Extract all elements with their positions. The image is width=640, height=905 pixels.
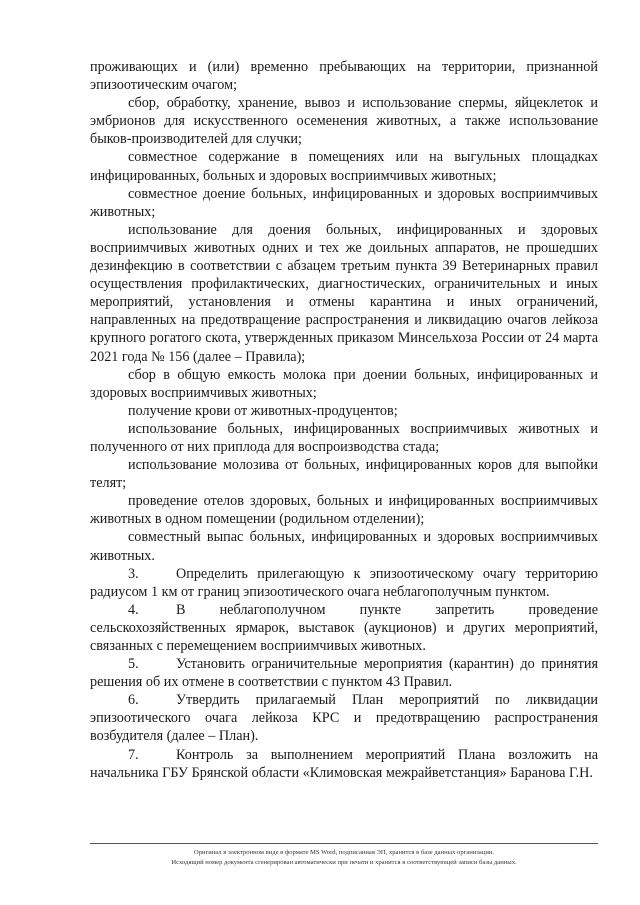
numbered-item-7 [90, 746, 598, 782]
paragraph-2: сбор, обработку, хранение, вывоз и использование спермы, яйцеклеток и эмбрионов для искусственного осеменения животных, а также использование быков-производителей для случки; [90, 95, 598, 148]
footer-line-1: Оригинал в электронном виде в формате MS Word, подписанная ЭП, хранится в базе данных организации. [193, 849, 495, 856]
paragraph-1: проживающих и (или) временно пребывающих на территории, признанной эпизоотическим очагом; [90, 59, 598, 94]
item-text: В неблагополучном пункте запретить проведение сельскохозяйственных ярмарок, выставок (аукционов) и других мероприятий, связанных с перемещением восприимчивых животных. [90, 601, 598, 654]
item-number: 5. [128, 656, 139, 673]
paragraph-5: использование для доения больных, инфицированных и здоровых восприимчивых животных одних и тех же доильных аппаратов, не прошедших дезинфекцию в соответствии с абзацем третьим пункта 39 Ветеринарных правил осуществления профилактических, диагностических, ограничительных и иных мероприятий, установления и отмены карантина и иных ограничений, направленных на предотвращение распространения и ликвидацию очагов лейкоза крупного рогатого скота, утвержденных приказом Минсельхоза России от 24 марта 2021 года № 156 (далее – Правила); [90, 221, 598, 365]
numbered-item-4 [90, 601, 598, 655]
paragraph-7: получение крови от животных-продуцентов; [128, 402, 398, 419]
numbered-item-3 [90, 565, 598, 601]
item-text: Установить ограничительные мероприятия (карантин) до принятия решения об их отмене в соответствии с пунктом 43 Правил. [90, 656, 598, 691]
document-body [90, 58, 598, 782]
paragraph-10: проведение отелов здоровых, больных и инфицированных восприимчивых животных в одном помещении (родильном отделении); [90, 493, 598, 528]
paragraph-11: совместный выпас больных, инфицированных и здоровых восприимчивых животных. [90, 529, 598, 564]
paragraph-4: совместное доение больных, инфицированных и здоровых восприимчивых животных; [90, 185, 598, 220]
paragraph-8: использование больных, инфицированных восприимчивых животных и полученного от них приплода для воспроизводства стада; [90, 420, 598, 455]
item-text: Определить прилегающую к эпизоотическому очагу территорию радиусом 1 км от границ эпизоотического очага неблагополучным пунктом. [90, 565, 598, 600]
footer-line-2: Исходящий номер документа сгенерирован автоматически при печати и хранится в соответствующей записи базы данных. [171, 859, 517, 866]
paragraph-6: сбор в общую емкость молока при доении больных, инфицированных и здоровых восприимчивых животных; [90, 366, 598, 401]
item-number: 6. [128, 692, 139, 709]
numbered-item-5 [90, 655, 598, 691]
item-number: 3. [128, 565, 139, 582]
item-number: 7. [128, 746, 139, 763]
page-footer [90, 843, 598, 868]
paragraph-9: использование молозива от больных, инфицированных коров для выпойки телят; [90, 457, 598, 492]
item-number: 4. [128, 601, 139, 618]
paragraph-3: совместное содержание в помещениях или на выгульных площадках инфицированных, больных и здоровых восприимчивых животных; [90, 149, 598, 184]
numbered-item-6 [90, 691, 598, 745]
item-text: Утвердить прилагаемый План мероприятий по ликвидации эпизоотического очага лейкоза КРС и предотвращению распространения возбудителя (далее – План). [90, 692, 598, 745]
item-text: Контроль за выполнением мероприятий Плана возложить на начальника ГБУ Брянской области «Климовская межрайветстанция» Баранова Г.Н. [90, 746, 598, 781]
